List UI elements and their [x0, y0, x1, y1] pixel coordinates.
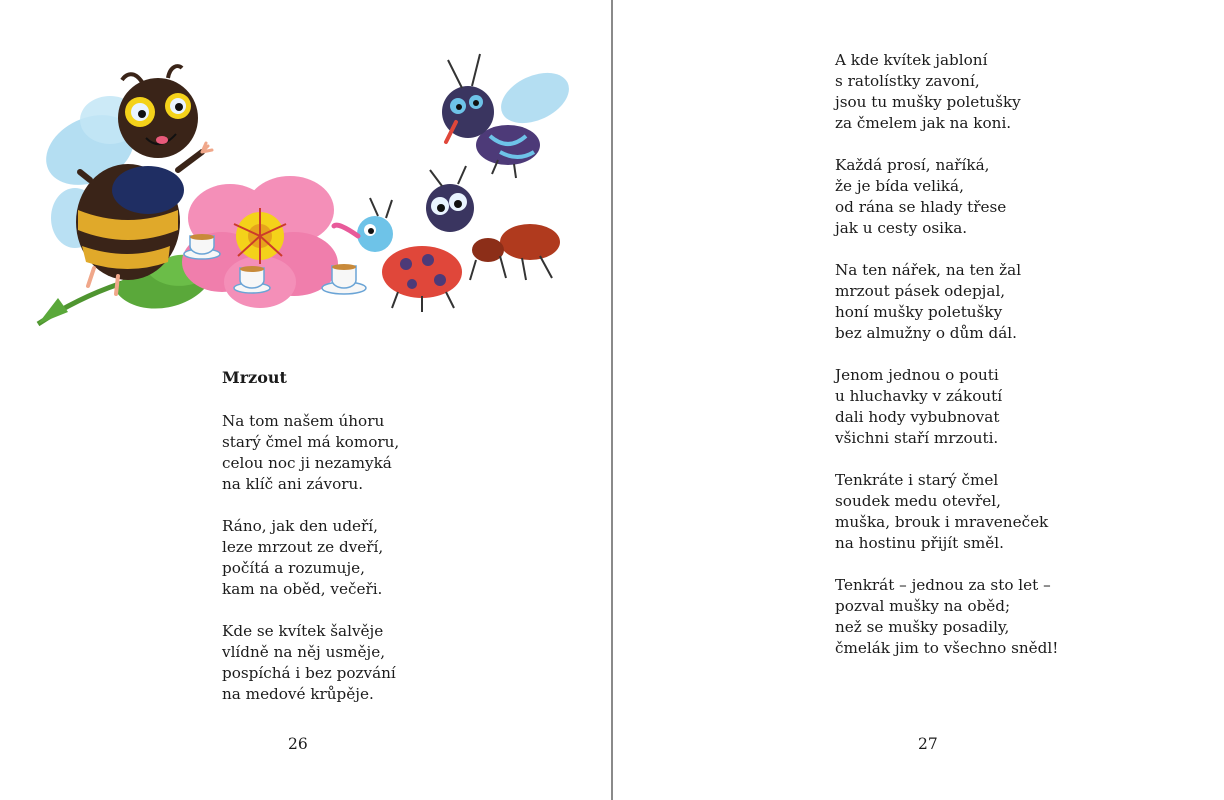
stanza — [835, 470, 1058, 554]
poem-line: na hostinu přijít směl. — [835, 534, 1004, 552]
stanza — [835, 50, 1058, 134]
poem-line: Na ten nářek, na ten žal — [835, 261, 1022, 279]
poem-line: jak u cesty osika. — [835, 219, 968, 237]
right-page — [613, 0, 1224, 800]
poem-line: na klíč ani závoru. — [222, 475, 364, 493]
poem-line: Tenkrát – jednou za sto let – — [835, 576, 1051, 594]
poem-left-column — [222, 366, 399, 705]
poem-line: že je bída veliká, — [835, 177, 964, 195]
poem-title: Mrzout — [222, 368, 287, 387]
poem-line: všichni staří mrzouti. — [835, 429, 999, 447]
left-page — [0, 0, 611, 800]
poem-line: kam na oběd, večeři. — [222, 580, 383, 598]
poem-line: Na tom našem úhoru — [222, 412, 385, 430]
stanza — [835, 260, 1058, 344]
page-number-left: 26 — [288, 735, 308, 753]
poem-line: vlídně na něj usměje, — [222, 643, 386, 661]
poem-line: od rána se hlady třese — [835, 198, 1007, 216]
stanza — [222, 411, 399, 495]
poem-line: na medové krůpěje. — [222, 685, 374, 703]
poem-line: A kde kvítek jabloní — [835, 51, 988, 69]
poem-line: starý čmel má komoru, — [222, 433, 400, 451]
page-number-right: 27 — [918, 735, 938, 753]
poem-line: muška, brouk i mraveneček — [835, 513, 1049, 531]
poem-line: s ratolístky zavoní, — [835, 72, 980, 90]
stanza — [222, 621, 399, 705]
poem-line: pozval mušky na oběd; — [835, 597, 1011, 615]
poem-line: než se mušky posadily, — [835, 618, 1010, 636]
poem-right-column — [835, 50, 1058, 659]
stanza — [835, 155, 1058, 239]
poem-line: pospíchá i bez pozvání — [222, 664, 396, 682]
poem-line: Kde se kvítek šalvěje — [222, 622, 384, 640]
poem-line: počítá a rozumuje, — [222, 559, 365, 577]
stanza — [222, 516, 399, 600]
poem-line: jsou tu mušky poletušky — [835, 93, 1021, 111]
stanza — [835, 365, 1058, 449]
poem-line: dali hody vybubnovat — [835, 408, 1000, 426]
poem-line: Jenom jednou o pouti — [835, 366, 999, 384]
poem-line: leze mrzout ze dveří, — [222, 538, 384, 556]
poem-line: bez almužny o dům dál. — [835, 324, 1017, 342]
poem-line: Každá prosí, naříká, — [835, 156, 990, 174]
poem-line: Ráno, jak den udeří, — [222, 517, 378, 535]
stanza — [835, 575, 1058, 659]
poem-line: za čmelem jak na koni. — [835, 114, 1012, 132]
poem-line: honí mušky poletušky — [835, 303, 1003, 321]
poem-line: celou noc ji nezamyká — [222, 454, 392, 472]
poem-line: mrzout pásek odepjal, — [835, 282, 1006, 300]
poem-line: Tenkráte i starý čmel — [835, 471, 999, 489]
poem-line: čmelák jim to všechno snědl! — [835, 639, 1059, 657]
insects-tea-party-illustration — [30, 40, 590, 340]
poem-line: soudek medu otevřel, — [835, 492, 1001, 510]
poem-line: u hluchavky v zákoutí — [835, 387, 1003, 405]
